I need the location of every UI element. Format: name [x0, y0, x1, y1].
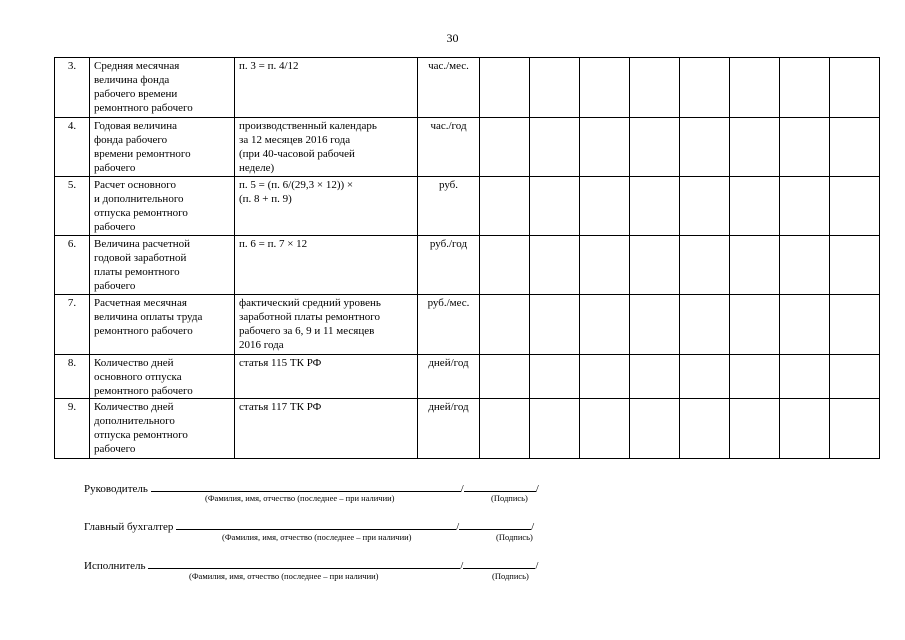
row-number: 9.	[67, 401, 77, 413]
value-cell[interactable]	[530, 177, 580, 236]
indicator-name-cell	[90, 236, 235, 295]
indicator-name-line: времени ремонтного	[94, 148, 191, 160]
unit-cell	[418, 236, 480, 295]
formula-line: (при 40-часовой рабочей	[239, 148, 355, 160]
signature-caption: (Подпись)	[492, 571, 529, 581]
indicator-name-cell	[90, 295, 235, 355]
formula-cell	[235, 399, 418, 459]
indicator-name-line: Величина расчетной	[94, 238, 191, 250]
signature-line-director: Руководитель / /	[84, 483, 539, 495]
calculation-table	[54, 57, 880, 459]
value-cell[interactable]	[830, 177, 880, 236]
indicator-name-cell	[90, 355, 235, 399]
formula-cell	[235, 58, 418, 118]
unit-label: руб.	[438, 179, 459, 191]
value-cell[interactable]	[480, 295, 530, 355]
value-cell[interactable]	[580, 399, 630, 459]
value-cell[interactable]	[830, 355, 880, 399]
indicator-name-line: ремонтного рабочего	[94, 102, 193, 114]
name-caption: (Фамилия, имя, отчество (последнее – при наличии)	[222, 532, 412, 542]
value-cell[interactable]	[580, 118, 630, 177]
row-number-cell	[55, 58, 90, 118]
row-number-cell	[55, 236, 90, 295]
table-row	[55, 355, 880, 399]
value-cell[interactable]	[530, 399, 580, 459]
value-cell[interactable]	[580, 355, 630, 399]
indicator-name-line: отпуска ремонтного	[94, 429, 188, 441]
value-cell[interactable]	[780, 58, 830, 118]
signature-label: Руководитель	[84, 483, 148, 495]
unit-label: час./год	[430, 120, 467, 132]
table-row	[55, 295, 880, 355]
name-field-line[interactable]	[148, 558, 460, 569]
value-cell[interactable]	[630, 58, 680, 118]
value-cell[interactable]	[530, 58, 580, 118]
formula-line: п. 5 = (п. 6/(29,3 × 12)) ×	[239, 179, 354, 191]
formula-line: заработной платы ремонтного	[239, 311, 380, 323]
value-cell[interactable]	[780, 177, 830, 236]
value-cell[interactable]	[780, 295, 830, 355]
row-number: 4.	[67, 120, 77, 132]
unit-cell	[418, 355, 480, 399]
row-number-cell	[55, 295, 90, 355]
row-number: 3.	[67, 60, 77, 72]
formula-line: рабочего за 6, 9 и 11 месяцев	[239, 325, 375, 337]
formula-line: п. 6 = п. 7 × 12	[239, 238, 308, 250]
indicator-name-line: основного отпуска	[94, 371, 182, 383]
indicator-name-line: рабочего	[94, 280, 136, 292]
value-cell[interactable]	[630, 295, 680, 355]
indicator-name-cell	[90, 118, 235, 177]
value-cell[interactable]	[830, 118, 880, 177]
formula-cell	[235, 355, 418, 399]
indicator-name-line: Средняя месячная	[94, 60, 180, 72]
row-number: 6.	[67, 238, 77, 250]
indicator-name-line: дополнительного	[94, 415, 175, 427]
indicator-name-line: рабочего	[94, 221, 136, 233]
unit-label: руб./мес.	[427, 297, 470, 309]
indicator-name-line: Расчетная месячная	[94, 297, 187, 309]
formula-line: фактический средний уровень	[239, 297, 381, 309]
value-cell[interactable]	[630, 399, 680, 459]
signature-field-line[interactable]	[459, 519, 531, 530]
value-cell[interactable]	[680, 177, 730, 236]
signature-line-executor: Исполнитель / /	[84, 560, 539, 572]
signature-caption: (Подпись)	[491, 493, 528, 503]
value-cell[interactable]	[580, 295, 630, 355]
indicator-name-line: рабочего времени	[94, 88, 178, 100]
value-cell[interactable]	[480, 399, 530, 459]
indicator-name-line: и дополнительного	[94, 193, 184, 205]
unit-label: дней/год	[428, 357, 469, 369]
value-cell[interactable]	[830, 399, 880, 459]
name-caption: (Фамилия, имя, отчество (последнее – при наличии)	[205, 493, 395, 503]
value-cell[interactable]	[830, 295, 880, 355]
indicator-name-line: Количество дней	[94, 401, 174, 413]
page-number: 30	[446, 31, 459, 45]
value-cell[interactable]	[680, 58, 730, 118]
indicator-name-line: отпуска ремонтного	[94, 207, 188, 219]
value-cell[interactable]	[630, 236, 680, 295]
value-cell[interactable]	[480, 177, 530, 236]
signature-label: Главный бухгалтер	[84, 521, 174, 533]
name-caption: (Фамилия, имя, отчество (последнее – при наличии)	[189, 571, 379, 581]
name-field-line[interactable]	[151, 481, 461, 492]
value-cell[interactable]	[680, 399, 730, 459]
unit-label: час./мес.	[428, 60, 469, 72]
row-number-cell	[55, 177, 90, 236]
table-row	[55, 236, 880, 295]
value-cell[interactable]	[630, 118, 680, 177]
value-cell[interactable]	[530, 118, 580, 177]
table-row	[55, 58, 880, 118]
formula-cell	[235, 295, 418, 355]
formula-line: статья 117 ТК РФ	[239, 401, 322, 413]
row-number: 8.	[67, 357, 77, 369]
formula-line: производственный календарь	[239, 120, 377, 132]
value-cell[interactable]	[730, 295, 780, 355]
indicator-name-cell	[90, 399, 235, 459]
indicator-name-line: фонда рабочего	[94, 134, 168, 146]
formula-line: 2016 года	[239, 339, 284, 351]
formula-line: п. 3 = п. 4/12	[239, 60, 299, 72]
indicator-name-line: рабочего	[94, 443, 136, 455]
value-cell[interactable]	[680, 295, 730, 355]
value-cell[interactable]	[480, 236, 530, 295]
row-number-cell	[55, 118, 90, 177]
indicator-name-line: годовой заработной	[94, 252, 187, 264]
indicator-name-cell	[90, 58, 235, 118]
formula-line: неделе)	[239, 162, 275, 174]
value-cell[interactable]	[830, 58, 880, 118]
value-cell[interactable]	[480, 355, 530, 399]
value-cell[interactable]	[530, 236, 580, 295]
value-cell[interactable]	[580, 236, 630, 295]
indicator-name-line: величина оплаты труда	[94, 311, 203, 323]
indicator-name-line: рабочего	[94, 162, 136, 174]
row-number-cell	[55, 399, 90, 459]
value-cell[interactable]	[480, 58, 530, 118]
unit-label: дней/год	[428, 401, 469, 413]
formula-cell	[235, 236, 418, 295]
indicator-name-cell	[90, 177, 235, 236]
unit-cell	[418, 177, 480, 236]
table-row	[55, 177, 880, 236]
value-cell[interactable]	[780, 355, 830, 399]
formula-cell	[235, 177, 418, 236]
row-number: 7.	[67, 297, 77, 309]
value-cell[interactable]	[630, 177, 680, 236]
value-cell[interactable]	[780, 236, 830, 295]
value-cell[interactable]	[830, 236, 880, 295]
table-row	[55, 399, 880, 459]
table-row	[55, 118, 880, 177]
value-cell[interactable]	[680, 236, 730, 295]
signature-caption: (Подпись)	[496, 532, 533, 542]
row-number-cell	[55, 355, 90, 399]
signature-label: Исполнитель	[84, 560, 146, 572]
value-cell[interactable]	[580, 177, 630, 236]
indicator-name-line: ремонтного рабочего	[94, 385, 193, 397]
indicator-name-line: ремонтного рабочего	[94, 325, 193, 337]
value-cell[interactable]	[730, 177, 780, 236]
unit-cell	[418, 118, 480, 177]
indicator-name-line: Годовая величина	[94, 120, 177, 132]
indicator-name-line: величина фонда	[94, 74, 170, 86]
formula-line: (п. 8 + п. 9)	[239, 193, 292, 205]
signature-field-line[interactable]	[464, 481, 536, 492]
unit-label: руб./год	[429, 238, 468, 250]
formula-line: за 12 месяцев 2016 года	[239, 134, 351, 146]
value-cell[interactable]	[480, 118, 530, 177]
indicator-name-line: Расчет основного	[94, 179, 176, 191]
indicator-name-line: платы ремонтного	[94, 266, 180, 278]
value-cell[interactable]	[580, 58, 630, 118]
value-cell[interactable]	[730, 399, 780, 459]
value-cell[interactable]	[730, 118, 780, 177]
value-cell[interactable]	[630, 355, 680, 399]
indicator-name-line: Количество дней	[94, 357, 174, 369]
signature-line-chief-accountant: Главный бухгалтер / /	[84, 521, 535, 533]
value-cell[interactable]	[680, 355, 730, 399]
value-cell[interactable]	[730, 236, 780, 295]
value-cell[interactable]	[780, 399, 830, 459]
formula-cell	[235, 118, 418, 177]
unit-cell	[418, 295, 480, 355]
value-cell[interactable]	[530, 355, 580, 399]
value-cell[interactable]	[730, 58, 780, 118]
unit-cell	[418, 58, 480, 118]
value-cell[interactable]	[730, 355, 780, 399]
value-cell[interactable]	[530, 295, 580, 355]
row-number: 5.	[67, 179, 77, 191]
value-cell[interactable]	[780, 118, 830, 177]
formula-line: статья 115 ТК РФ	[239, 357, 322, 369]
unit-cell	[418, 399, 480, 459]
name-field-line[interactable]	[176, 519, 456, 530]
value-cell[interactable]	[680, 118, 730, 177]
signature-field-line[interactable]	[463, 558, 535, 569]
